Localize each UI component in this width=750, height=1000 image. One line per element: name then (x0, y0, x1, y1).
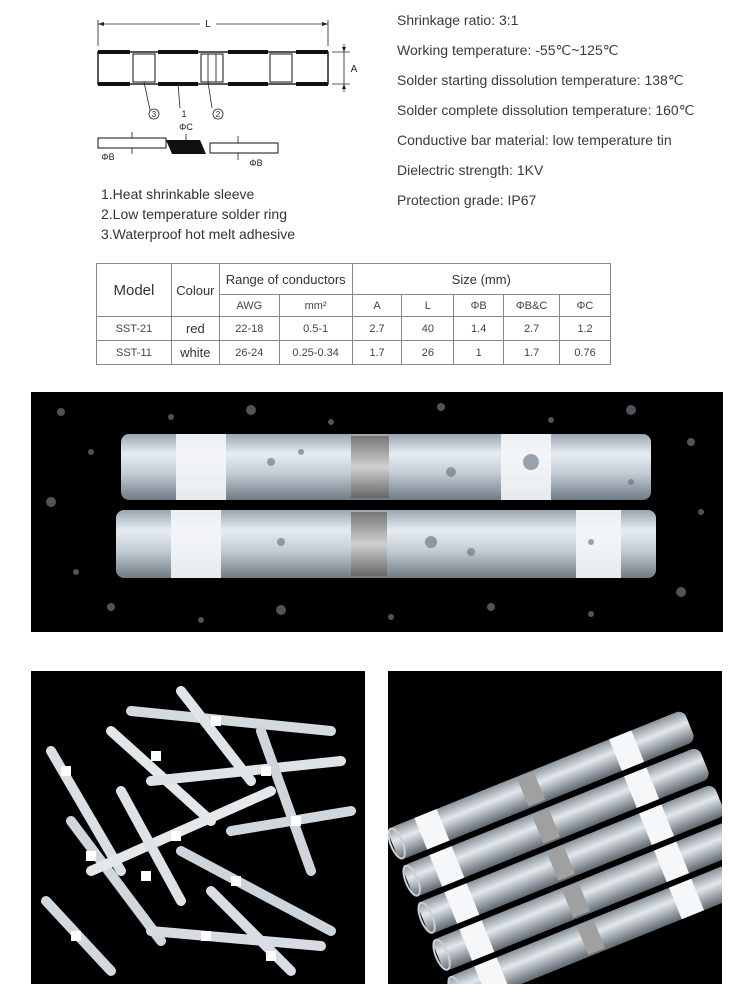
spec-value: low temperature tin (552, 132, 672, 148)
cell-awg: 26-24 (219, 341, 279, 365)
header-model: Model (97, 264, 172, 317)
cell-phi-b: 1 (454, 341, 504, 365)
header-awg: AWG (219, 295, 279, 317)
header-colour: Colour (171, 264, 219, 317)
cell-model: SST-11 (97, 341, 172, 365)
spec-label: Working temperature: (397, 42, 536, 58)
header-l: L (402, 295, 454, 317)
spec-label: Protection grade: (397, 192, 508, 208)
size-table (96, 263, 611, 365)
header-phi-c: ΦC (560, 295, 611, 317)
header-a: A (352, 295, 402, 317)
spec-label: Conductive bar material: (397, 132, 553, 148)
cell-a: 1.7 (352, 341, 402, 365)
spec-value: 3:1 (498, 12, 519, 28)
cell-phi-b-c: 2.7 (504, 317, 560, 341)
header-mm2: mm² (279, 295, 352, 317)
spec-value: 1KV (516, 162, 544, 178)
product-photo-row (388, 671, 722, 984)
spec-working-temperature (397, 42, 618, 59)
cell-model: SST-21 (97, 317, 172, 341)
cell-mm2: 0.5-1 (279, 317, 352, 341)
spec-label: Solder starting dissolution temperature: (397, 72, 645, 88)
spec-protection-grade (397, 192, 536, 208)
spec-value: IP67 (507, 192, 537, 208)
dim-l-label: L (205, 19, 211, 30)
header-range-of-conductors: Range of conductors (219, 264, 352, 295)
dim-a-label: A (350, 64, 358, 75)
product-photo-pile (31, 671, 365, 984)
product-photo-droplets (31, 392, 723, 632)
header-phi-b: ΦB (454, 295, 504, 317)
cell-a: 2.7 (352, 317, 402, 341)
callout-1: 1 (181, 109, 187, 119)
legend-item-1: 1.Heat shrinkable sleeve (101, 186, 255, 202)
table-row (97, 341, 611, 365)
header-phi-b-c: ΦB&C (504, 295, 560, 317)
cell-awg: 22-18 (219, 317, 279, 341)
connector-diagram (88, 8, 363, 173)
header-size: Size (mm) (352, 264, 610, 295)
callout-2: 2 (215, 110, 221, 119)
spec-label: Shrinkage ratio: (397, 12, 499, 28)
spec-value: 160℃ (655, 102, 695, 118)
spec-label: Solder complete dissolution temperature: (397, 102, 656, 118)
spec-solder-start-temperature (397, 72, 684, 89)
spec-label: Dielectric strength: (397, 162, 517, 178)
cell-phi-c: 0.76 (560, 341, 611, 365)
cell-l: 26 (402, 341, 454, 365)
cell-mm2: 0.25-0.34 (279, 341, 352, 365)
table-row (97, 317, 611, 341)
dim-phi-b-right-label: ΦB (249, 158, 263, 168)
spec-dielectric-strength (397, 162, 543, 178)
dim-phi-c-label: ΦC (179, 122, 193, 132)
legend-item-3: 3.Waterproof hot melt adhesive (101, 226, 296, 242)
spec-value: 138℃ (644, 72, 684, 88)
cell-phi-b-c: 1.7 (504, 341, 560, 365)
callout-3: 3 (151, 110, 157, 119)
spec-shrinkage-ratio (397, 12, 518, 28)
spec-value: -55℃~125℃ (535, 42, 619, 58)
cell-phi-b: 1.4 (454, 317, 504, 341)
cell-phi-c: 1.2 (560, 317, 611, 341)
cell-l: 40 (402, 317, 454, 341)
dim-phi-b-left-label: ΦB (101, 152, 115, 162)
spec-conductive-bar-material (397, 132, 672, 148)
cell-colour: red (171, 317, 219, 341)
legend-item-2: 2.Low temperature solder ring (101, 206, 287, 222)
cell-colour: white (171, 341, 219, 365)
spec-solder-complete-temperature (397, 102, 694, 119)
